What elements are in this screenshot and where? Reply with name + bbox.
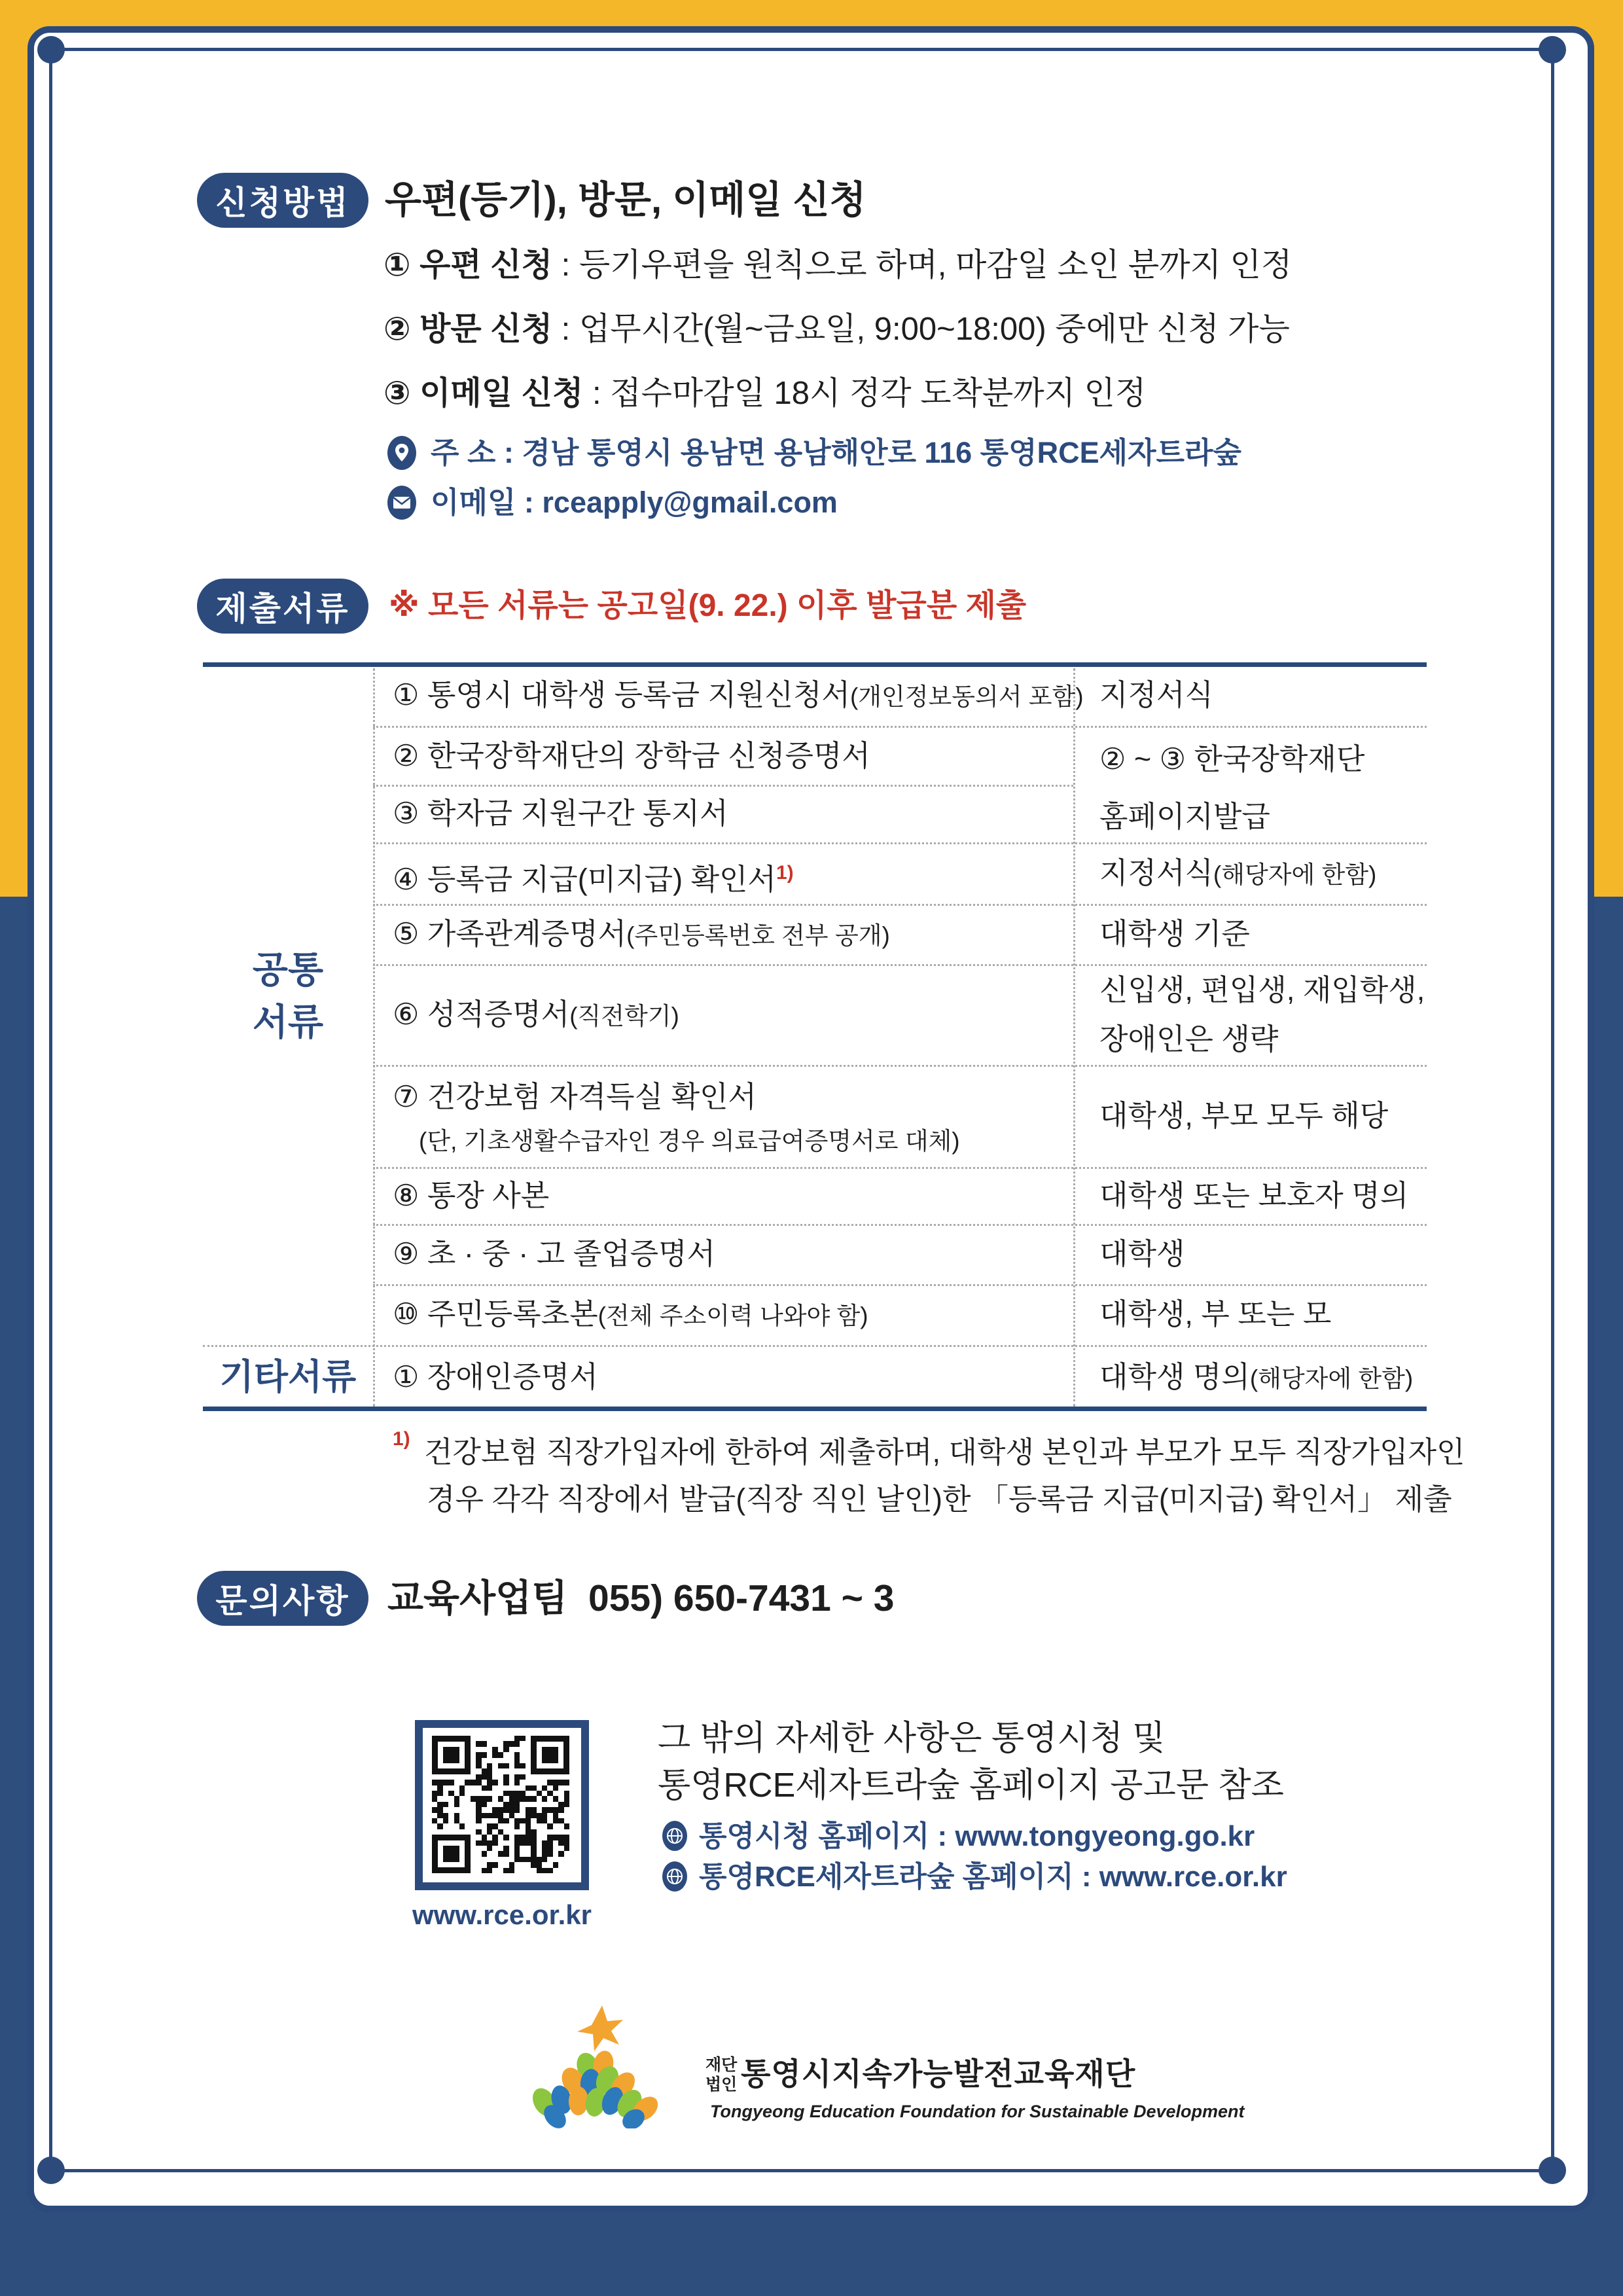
footnote-line: 건강보험 직장가입자에 한하여 제출하며, 대학생 본인과 부모가 모두 직장가입자인 <box>424 1435 1465 1469</box>
table-row <box>393 792 728 835</box>
table-bottom-rule <box>203 1407 1427 1411</box>
section-badge-label: 문의사항 <box>215 1583 350 1619</box>
corner-dot-icon <box>37 2157 65 2184</box>
address-line <box>431 432 1241 474</box>
site-line <box>699 1820 1255 1854</box>
footer-foundation-name: 통영시지속가능발전교육재단 <box>741 2056 1136 2091</box>
footnote-line: 경우 각각 직장에서 발급(직장 직인 날인)한 「등록금 지급(미지급) 확인서」 제출 <box>427 1482 1452 1516</box>
issuer-cell: 대학생, 부 또는 모 <box>1099 1297 1332 1331</box>
section-badge-inquiry <box>197 1571 368 1626</box>
site-line <box>699 1860 1287 1894</box>
doc-item: ⑩ 주민등록초본 <box>393 1297 598 1331</box>
table-row-divider <box>373 964 1427 966</box>
issuer-cell <box>1099 1355 1413 1401</box>
doc-item: ⑦ 건강보험 자격득실 확인서 <box>393 1080 757 1113</box>
email-value: rceapply@gmail.com <box>542 486 838 519</box>
doc-item: ④ 등록금 지급(미지급) 확인서 <box>393 863 776 896</box>
table-row-divider <box>373 1167 1427 1169</box>
doc-item: ③ 학자금 지원구간 통지서 <box>393 797 728 830</box>
table-row-divider <box>373 1065 1427 1067</box>
documents-note: ※ 모든 서류는 공고일(9. 22.) 이후 발급분 제출 <box>389 588 1027 623</box>
doc-item: ⑨ 초 · 중 · 고 졸업증명서 <box>393 1237 716 1270</box>
table-top-rule <box>203 662 1427 667</box>
doc-item-note: (개인정보동의서 포함) <box>849 683 1084 710</box>
table-row <box>393 1075 757 1119</box>
table-row-divider <box>373 785 1073 787</box>
apply-method-title: 우편(등기), 방문, 이메일 신청 <box>385 179 866 221</box>
doc-item-note: (전체 주소이력 나와야 함) <box>597 1302 868 1329</box>
qr-finder-icon <box>531 1736 569 1774</box>
doc-item-note: (주민등록번호 전부 공개) <box>626 922 890 949</box>
section-badge-label: 신청방법 <box>215 185 350 221</box>
issuer-cell: 장애인은 생략 <box>1099 1022 1279 1056</box>
table-row-divider <box>203 1345 1427 1347</box>
more-info-line: 그 밖의 자세한 사항은 통영시청 및 <box>658 1719 1166 1757</box>
doc-item: ① 장애인증명서 <box>393 1360 598 1393</box>
group-common-line1: 공통 <box>252 949 324 990</box>
issuer-text: 지정서식 <box>1099 856 1213 889</box>
issuer-cell <box>1099 852 1376 897</box>
doc-item: ⑤ 가족관계증명서 <box>393 917 627 950</box>
doc-item: ② 한국장학재단의 장학금 신청증명서 <box>393 739 870 772</box>
qr-box <box>432 1736 569 1873</box>
site-url: www.tongyeong.go.kr <box>955 1820 1255 1852</box>
table-row <box>393 1174 549 1217</box>
table-row-divider <box>373 1224 1427 1226</box>
section-badge-documents <box>197 579 368 634</box>
footer-small-label <box>705 2055 737 2094</box>
issuer-cell: 지정서식 <box>1099 678 1213 711</box>
table-row <box>393 1355 598 1399</box>
table-group-label-common <box>203 944 373 1049</box>
apply-item-desc: : 업무시간(월~금요일, 9:00~18:00) 중에만 신청 가능 <box>552 312 1290 347</box>
doc-item: ① 통영시 대학생 등록금 지원신청서 <box>393 678 850 711</box>
apply-item-label: ③ 이메일 신청 <box>383 376 584 411</box>
footer-small-line: 재단 <box>705 2056 738 2074</box>
address-label: 주 소 : <box>431 436 522 469</box>
qr-caption: www.rce.or.kr <box>412 1899 592 1930</box>
globe-icon <box>660 1821 690 1851</box>
issuer-cell: 대학생 <box>1099 1237 1185 1270</box>
table-row-subnote: (단, 기초생활수급자인 경우 의료급여증명서로 대체) <box>419 1128 960 1155</box>
more-info-line: 통영RCE세자트라숲 홈페이지 공고문 참조 <box>658 1767 1284 1804</box>
foundation-logo <box>504 2004 700 2128</box>
apply-method-item <box>383 372 1146 415</box>
issuer-cell: 대학생 또는 보호자 명의 <box>1099 1179 1409 1212</box>
apply-item-desc: : 등기우편을 원칙으로 하며, 마감일 소인 분까지 인정 <box>552 247 1293 283</box>
apply-item-label: ② 방문 신청 <box>383 312 553 347</box>
issuer-cell: 홈페이지발급 <box>1099 800 1270 833</box>
apply-method-item <box>383 243 1292 287</box>
table-group-label-etc: 기타서류 <box>219 1357 357 1397</box>
table-column-divider <box>1073 668 1075 1407</box>
qr-finder-icon <box>432 1736 471 1774</box>
doc-item: ⑥ 성적증명서 <box>393 997 570 1031</box>
table-row-divider <box>373 1284 1427 1286</box>
globe-icon <box>660 1861 690 1892</box>
table-column-divider <box>373 668 375 1407</box>
email-label: 이메일 : <box>431 486 543 519</box>
location-pin-icon <box>385 436 419 470</box>
table-row <box>393 993 679 1038</box>
issuer-cell: 대학생, 부모 모두 해당 <box>1099 1099 1389 1132</box>
table-row <box>393 1293 868 1338</box>
footer-small-line: 법인 <box>705 2075 738 2094</box>
inquiry-phone: 055) 650-7431 ~ 3 <box>588 1577 895 1619</box>
group-common-line2: 서류 <box>252 1001 324 1043</box>
footer-foundation-name-en: Tongyeong Education Foundation for Sustainable Development <box>710 2102 1245 2121</box>
email-icon <box>385 486 419 520</box>
table-row <box>393 1232 715 1276</box>
footnote-marker: 1) <box>393 1428 410 1450</box>
site-label: 통영RCE세자트라숲 홈페이지 : <box>699 1861 1099 1893</box>
table-row-divider <box>373 904 1427 906</box>
table-row <box>393 673 1084 719</box>
section-badge-label: 제출서류 <box>215 590 350 627</box>
site-url: www.rce.or.kr <box>1099 1861 1287 1893</box>
section-badge-apply-method <box>197 173 368 228</box>
issuer-cell: ② ~ ③ 한국장학재단 <box>1099 742 1365 776</box>
apply-item-desc: : 접수마감일 18시 정각 도착분까지 인정 <box>583 376 1147 411</box>
table-row <box>393 912 890 958</box>
email-line <box>431 482 838 524</box>
issuer-note: (해당자에 한함) <box>1213 861 1377 888</box>
doc-item-note: (직전학기) <box>569 1003 679 1030</box>
issuer-text: 대학생 명의 <box>1099 1360 1250 1393</box>
qr-frame <box>415 1720 589 1890</box>
apply-item-label: ① 우편 신청 <box>383 247 553 283</box>
corner-dot-icon <box>1539 36 1566 63</box>
inquiry-team: 교육사업팀 <box>387 1577 568 1619</box>
table-row <box>393 734 870 778</box>
issuer-cell: 신입생, 편입생, 재입학생, <box>1099 973 1425 1007</box>
site-label: 통영시청 홈페이지 : <box>699 1820 955 1852</box>
table-row <box>393 852 794 901</box>
issuer-cell: 대학생 기준 <box>1099 917 1250 950</box>
doc-item: ⑧ 통장 사본 <box>393 1179 550 1212</box>
qr-finder-icon <box>432 1835 471 1873</box>
issuer-note: (해당자에 한함) <box>1249 1365 1414 1392</box>
table-row-divider <box>373 842 1427 844</box>
corner-dot-icon <box>1539 2157 1566 2184</box>
table-row-divider <box>373 726 1427 728</box>
apply-method-item <box>383 308 1290 351</box>
footnote-marker: 1) <box>776 862 794 884</box>
corner-dot-icon <box>37 36 65 63</box>
inquiry-line <box>387 1575 894 1622</box>
address-value: 경남 통영시 용남면 용남해안로 116 통영RCE세자트라숲 <box>522 436 1241 469</box>
